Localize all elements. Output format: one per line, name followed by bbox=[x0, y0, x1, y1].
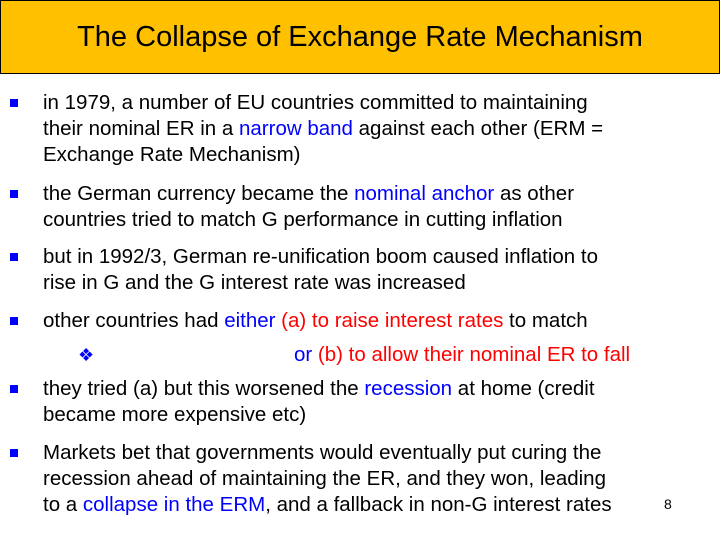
page-number: 8 bbox=[664, 496, 672, 512]
bullet-line: rise in G and the G interest rate was increased bbox=[43, 271, 466, 294]
bullet-line-part: against each other (ERM = bbox=[352, 117, 604, 140]
bullet-line: in 1979, a number of EU countries committed to maintaining bbox=[43, 91, 588, 114]
bullet-line: recession ahead of maintaining the ER, and they won, leading bbox=[43, 467, 606, 490]
bullet-line: but in 1992/3, German re-unification boom caused inflation to bbox=[43, 245, 598, 268]
bullet-line-part: other countries had bbox=[43, 309, 225, 332]
diamond-bullet-icon: ❖ bbox=[78, 345, 95, 365]
bullet-text bbox=[43, 181, 713, 233]
bullet-line-part: the German currency became the bbox=[43, 182, 355, 205]
bullet-line: became more expensive etc) bbox=[43, 403, 307, 426]
square-bullet-icon bbox=[10, 449, 18, 457]
highlight-recession: recession bbox=[364, 377, 453, 400]
square-bullet-icon bbox=[10, 190, 18, 198]
bullet-line: Exchange Rate Mechanism) bbox=[43, 143, 301, 166]
bullet-line-part: their nominal ER in a bbox=[43, 117, 239, 140]
bullet-line-part: at home (credit bbox=[452, 377, 595, 400]
highlight-either: either bbox=[224, 309, 276, 332]
square-bullet-icon bbox=[10, 385, 18, 393]
bullet-text bbox=[43, 244, 713, 296]
bullet-text bbox=[43, 90, 713, 168]
bullet-line-part: to a bbox=[43, 493, 83, 516]
bullet-line-part: , and a fallback in non-G interest rates bbox=[265, 493, 612, 516]
bullet-line-part: as other bbox=[494, 182, 575, 205]
square-bullet-icon bbox=[10, 317, 18, 325]
bullet-line-part: they tried (a) but this worsened the bbox=[43, 377, 365, 400]
bullet-text bbox=[43, 308, 713, 334]
slide-title: The Collapse of Exchange Rate Mechanism bbox=[77, 20, 643, 53]
square-bullet-icon bbox=[10, 99, 18, 107]
bullet-text bbox=[43, 440, 713, 518]
bullet-text bbox=[43, 376, 713, 428]
highlight-collapse-erm: collapse in the ERM bbox=[82, 493, 266, 516]
highlight-or: or bbox=[294, 343, 313, 366]
highlight-option-b: (b) to allow their nominal ER to fall bbox=[312, 343, 631, 366]
highlight-nominal-anchor: nominal anchor bbox=[354, 182, 495, 205]
highlight-option-a: (a) to raise interest rates bbox=[275, 309, 504, 332]
highlight-narrow-band: narrow band bbox=[238, 117, 353, 140]
bullet-line: countries tried to match G performance in cutting inflation bbox=[43, 208, 563, 231]
bullet-line-part: to match bbox=[503, 309, 588, 332]
sub-bullet-text bbox=[294, 342, 630, 368]
title-bar bbox=[0, 0, 720, 74]
square-bullet-icon bbox=[10, 253, 18, 261]
bullet-line: Markets bet that governments would eventually put curing the bbox=[43, 441, 602, 464]
